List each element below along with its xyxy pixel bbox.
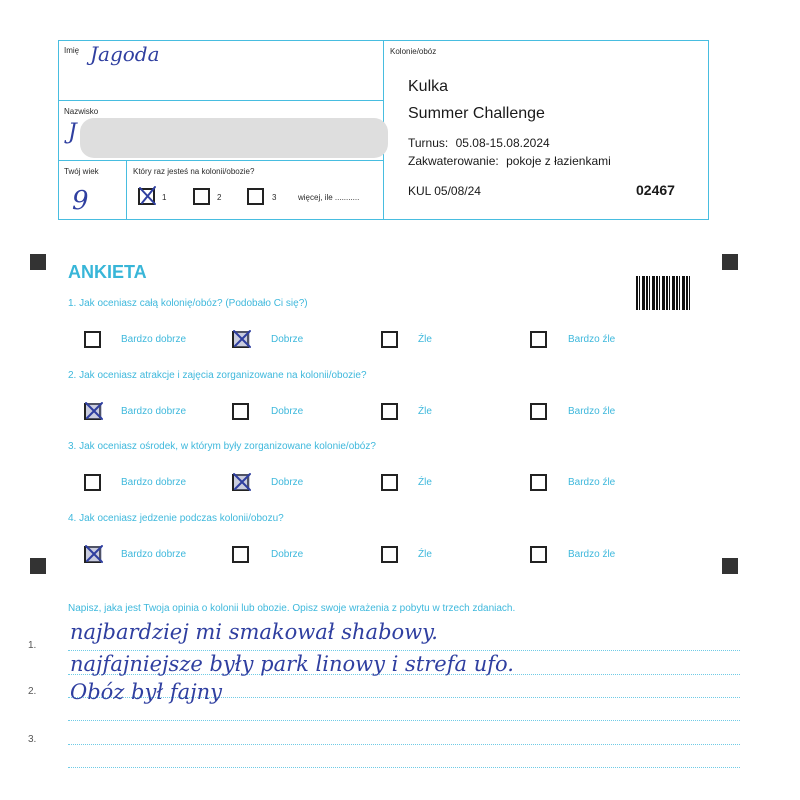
registration-mark-bottom-left xyxy=(30,558,46,574)
age-value: 9 xyxy=(72,186,89,216)
q2-option-1-checkbox[interactable] xyxy=(84,403,101,420)
times-option-3: 3 xyxy=(272,193,277,202)
q4-option-1-label: Bardzo dobrze xyxy=(121,549,187,560)
q1-option-3-checkbox[interactable] xyxy=(381,331,398,348)
question-2: 2. Jak oceniasz atrakcje i zajęcia zorganizowane na kolonii/obozie? xyxy=(68,370,367,381)
q2-option-4-label: Bardzo źle xyxy=(568,406,616,417)
surname-label: Nazwisko xyxy=(64,107,99,116)
q2-option-2-checkbox[interactable] xyxy=(232,403,249,420)
q2-option-2-label: Dobrze xyxy=(271,406,304,417)
check-mark-icon xyxy=(83,543,105,565)
q3-option-1-checkbox[interactable] xyxy=(84,474,101,491)
answer-sentence-3: Obóz był fajny xyxy=(70,680,223,704)
q1-option-4-checkbox[interactable] xyxy=(530,331,547,348)
opinion-prompt: Napisz, jaka jest Twoja opinia o kolonii lub obozie. Opisz swoje wrażenia z pobytu w trzech zdaniach. xyxy=(68,603,516,614)
q2-option-3-checkbox[interactable] xyxy=(381,403,398,420)
name-row-divider xyxy=(58,100,383,101)
q3-option-2-checkbox[interactable] xyxy=(232,474,249,491)
form-number: 02467 xyxy=(636,182,675,198)
answer-sentence-2: najfajniejsze były park linowy i strefa ufo. xyxy=(70,652,514,676)
q4-option-3-checkbox[interactable] xyxy=(381,546,398,563)
check-mark-icon xyxy=(137,185,159,207)
q4-option-1-checkbox[interactable] xyxy=(84,546,101,563)
q1-option-2-label: Dobrze xyxy=(271,334,304,345)
age-divider xyxy=(126,160,127,220)
registration-mark-top-right xyxy=(722,254,738,270)
turnus-row xyxy=(408,136,550,150)
line-number-1: 1. xyxy=(28,640,37,651)
redaction-bar xyxy=(80,118,388,158)
turnus-value: 05.08-15.08.2024 xyxy=(455,136,550,150)
q1-option-4-label: Bardzo źle xyxy=(568,334,616,345)
question-1: 1. Jak oceniasz całą kolonię/obóz? (Podobało Ci się?) xyxy=(68,298,308,309)
name-label: Imię xyxy=(64,46,80,55)
survey-title: ANKIETA xyxy=(68,262,147,282)
camp-name: Kulka xyxy=(408,78,449,95)
q4-option-3-label: Źle xyxy=(418,549,432,560)
times-option-1: 1 xyxy=(162,193,167,202)
writing-line-6 xyxy=(68,767,740,768)
q4-option-4-checkbox[interactable] xyxy=(530,546,547,563)
q3-option-3-checkbox[interactable] xyxy=(381,474,398,491)
q3-option-2-label: Dobrze xyxy=(271,477,304,488)
q1-option-1-checkbox[interactable] xyxy=(84,331,101,348)
surname-initial: J xyxy=(68,120,77,145)
q3-option-1-label: Bardzo dobrze xyxy=(121,477,187,488)
barcode-icon xyxy=(636,276,690,310)
camp-code: KUL 05/08/24 xyxy=(408,184,481,198)
camp-program: Summer Challenge xyxy=(408,105,545,122)
line-number-2: 2. xyxy=(28,686,37,697)
check-mark-icon xyxy=(231,471,253,493)
times-checkbox-1[interactable] xyxy=(138,188,155,205)
q2-option-3-label: Źle xyxy=(418,406,432,417)
camp-label: Kolonie/obóz xyxy=(390,47,437,56)
line-number-3: 3. xyxy=(28,734,37,745)
times-checkbox-2[interactable] xyxy=(193,188,210,205)
q1-option-3-label: Źle xyxy=(418,334,432,345)
registration-mark-top-left xyxy=(30,254,46,270)
q2-option-1-label: Bardzo dobrze xyxy=(121,406,187,417)
q3-option-4-checkbox[interactable] xyxy=(530,474,547,491)
q2-option-4-checkbox[interactable] xyxy=(530,403,547,420)
check-mark-icon xyxy=(83,400,105,422)
surname-row-divider xyxy=(58,160,383,161)
turnus-label: Turnus: xyxy=(408,136,449,150)
writing-line-5 xyxy=(68,744,740,745)
check-mark-icon xyxy=(231,328,253,350)
times-more: więcej, ile ........... xyxy=(298,193,360,202)
lodging-row xyxy=(408,154,611,168)
question-4: 4. Jak oceniasz jedzenie podczas kolonii/obozu? xyxy=(68,513,284,524)
name-value: Jagoda xyxy=(90,42,160,66)
q1-option-1-label: Bardzo dobrze xyxy=(121,334,187,345)
registration-mark-bottom-right xyxy=(722,558,738,574)
question-3: 3. Jak oceniasz ośrodek, w którym były zorganizowane kolonie/obóz? xyxy=(68,441,376,452)
q4-option-2-label: Dobrze xyxy=(271,549,304,560)
times-checkbox-3[interactable] xyxy=(247,188,264,205)
writing-line-4 xyxy=(68,720,740,721)
times-label: Który raz jesteś na kolonii/obozie? xyxy=(133,167,255,176)
lodging-value: pokoje z łazienkami xyxy=(506,154,611,168)
q4-option-4-label: Bardzo źle xyxy=(568,549,616,560)
lodging-label: Zakwaterowanie: xyxy=(408,154,499,168)
q3-option-3-label: Źle xyxy=(418,477,432,488)
q4-option-2-checkbox[interactable] xyxy=(232,546,249,563)
q3-option-4-label: Bardzo źle xyxy=(568,477,616,488)
age-label: Twój wiek xyxy=(64,167,99,176)
answer-sentence-1: najbardziej mi smakował shabowy. xyxy=(70,620,438,644)
q1-option-2-checkbox[interactable] xyxy=(232,331,249,348)
times-option-2: 2 xyxy=(217,193,222,202)
writing-line-1 xyxy=(68,650,740,651)
